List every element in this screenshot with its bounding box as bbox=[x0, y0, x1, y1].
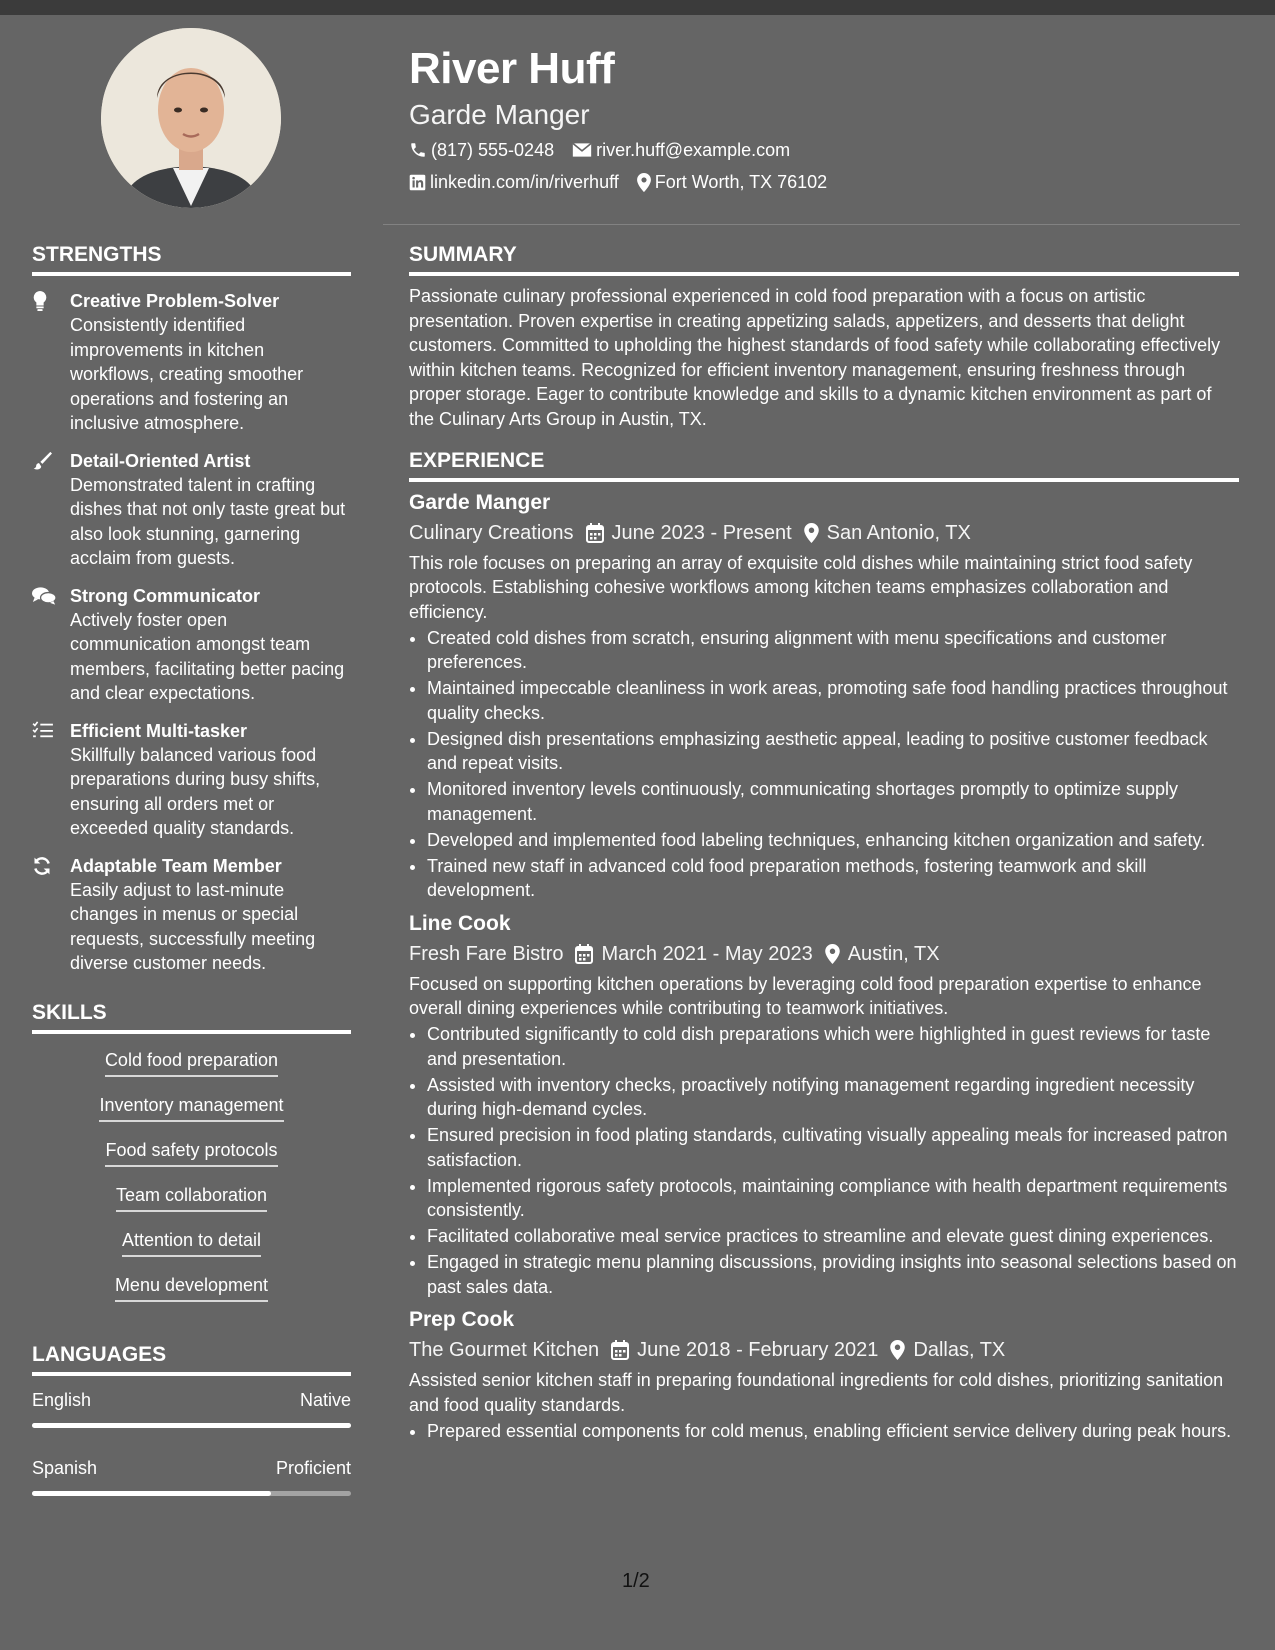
candidate-name: River Huff bbox=[409, 44, 615, 93]
job-bullets bbox=[409, 626, 1239, 903]
linkedin-icon bbox=[409, 174, 426, 191]
phone-icon bbox=[409, 141, 427, 159]
job-bullet: • Maintained impeccable cleanliness in work areas, promoting safe food handling practices throughout quality checks. bbox=[427, 676, 1239, 725]
job-bullet: • Monitored inventory levels continuously, communicating shortages promptly to optimize supply management. bbox=[427, 777, 1239, 826]
paintbrush-icon bbox=[32, 451, 52, 471]
languages-rule bbox=[32, 1372, 351, 1376]
strength-desc: Easily adjust to last-minute changes in menus or special requests, successfully meeting diverse customer needs. bbox=[70, 879, 316, 973]
strength-item bbox=[32, 289, 351, 436]
job-title: Garde Manger bbox=[409, 99, 590, 130]
job-bullet: • Prepared essential components for cold menus, enabling efficient service delivery during peak hours. bbox=[427, 1419, 1239, 1444]
phone-contact[interactable] bbox=[409, 134, 554, 166]
job-bullet: • Implemented rigorous safety protocols, maintaining compliance with health department requirements consistently. bbox=[427, 1174, 1239, 1223]
header bbox=[409, 40, 1239, 198]
refresh-icon bbox=[32, 856, 52, 876]
languages-heading: LANGUAGES bbox=[32, 1342, 167, 1366]
skill-item: Inventory management bbox=[99, 1093, 283, 1122]
strength-title: Strong Communicator bbox=[70, 585, 261, 606]
skills-heading: SKILLS bbox=[32, 1000, 107, 1024]
jobs-list bbox=[409, 488, 1239, 1444]
lightbulb-icon bbox=[32, 291, 48, 311]
map-pin-icon bbox=[804, 523, 819, 543]
skill-item: Food safety protocols bbox=[105, 1138, 277, 1167]
job-location: Austin, TX bbox=[847, 942, 940, 965]
map-pin-icon bbox=[637, 173, 651, 192]
job-dates: June 2023 - Present bbox=[611, 521, 792, 544]
job-location: San Antonio, TX bbox=[826, 521, 971, 544]
calendar-icon bbox=[575, 944, 593, 964]
job-meta bbox=[409, 1335, 1239, 1365]
job-position: Line Cook bbox=[409, 911, 511, 935]
linkedin-text: linkedin.com/in/riverhuff bbox=[430, 172, 619, 192]
calendar-icon bbox=[611, 1340, 629, 1360]
strength-title: Detail-Oriented Artist bbox=[70, 450, 251, 471]
map-pin-icon bbox=[890, 1340, 905, 1360]
summary-heading: SUMMARY bbox=[409, 243, 517, 266]
job-bullet: • Facilitated collaborative meal service practices to streamline and elevate guest dining experiences. bbox=[427, 1224, 1239, 1249]
task-list-icon bbox=[32, 721, 54, 739]
job-company: The Gourmet Kitchen bbox=[409, 1339, 600, 1362]
job-company: Fresh Fare Bistro bbox=[409, 942, 564, 965]
job-bullet: • Engaged in strategic menu planning discussions, providing insights into seasonal selections based on past sales data. bbox=[427, 1250, 1239, 1299]
summary-text: Passionate culinary professional experienced in cold food preparation with a focus on artistic presentation. Proven expertise in creating appetizing salads, appetizers, and desserts that delight customers. Committed to upholding the highest standards of food safety while collaborating effectively within kitchen teams. Recognized for efficient inventory management, ensuring freshness through proper storage. Eager to contribute knowledge and skills to a dynamic kitchen environment as part of the Culinary Arts Group in Austin, TX. bbox=[409, 286, 1221, 429]
skill-item: Team collaboration bbox=[116, 1183, 267, 1212]
skill-item: Attention to detail bbox=[122, 1228, 261, 1257]
strength-title: Adaptable Team Member bbox=[70, 855, 282, 876]
language-item bbox=[32, 1456, 351, 1496]
skill-item: Cold food preparation bbox=[105, 1048, 278, 1077]
language-name: Spanish bbox=[32, 1457, 98, 1478]
language-bar-fill bbox=[32, 1491, 271, 1496]
job-dates: June 2018 - February 2021 bbox=[637, 1339, 879, 1362]
job-description: Assisted senior kitchen staff in preparing foundational ingredients for cold dishes, prioritizing sanitation and food quality standards. bbox=[409, 1370, 1224, 1415]
email-text: river.huff@example.com bbox=[596, 140, 791, 160]
job-description: This role focuses on preparing an array of exquisite cold dishes while maintaining strict food safety protocols. Establishing cohesive workflows among kitchen teams emphasizes collaboration and efficiency. bbox=[409, 552, 1193, 622]
job-bullets bbox=[409, 1022, 1239, 1299]
strength-title: Creative Problem-Solver bbox=[70, 291, 280, 311]
job-position: Garde Manger bbox=[409, 490, 551, 514]
top-bar bbox=[0, 0, 1275, 15]
left-column bbox=[32, 240, 351, 1496]
job-meta bbox=[409, 939, 1239, 969]
experience-heading: EXPERIENCE bbox=[409, 448, 545, 472]
language-bar bbox=[32, 1423, 351, 1428]
linkedin-contact[interactable] bbox=[409, 166, 619, 198]
strength-item bbox=[32, 854, 351, 976]
strength-desc: Skillfully balanced various food preparations during busy shifts, ensuring all orders met or exceeded quality standards. bbox=[70, 744, 321, 838]
job-bullet: • Trained new staff in advanced cold food preparation methods, fostering teamwork and skill development. bbox=[427, 854, 1239, 903]
strength-desc: Consistently identified improvements in kitchen workflows, creating smoother operations and fostering an inclusive atmosphere. bbox=[70, 315, 304, 433]
summary-rule bbox=[409, 272, 1239, 276]
skills-rule bbox=[32, 1030, 351, 1034]
strengths-heading: STRENGTHS bbox=[32, 243, 162, 266]
job-company: Culinary Creations bbox=[409, 521, 574, 544]
job-bullet: • Contributed significantly to cold dish preparations which were highlighted in guest reviews for taste and presentation. bbox=[427, 1022, 1239, 1071]
job-bullet: • Ensured precision in food plating standards, cultivating visually appealing meals for increased patron satisfaction. bbox=[427, 1123, 1239, 1172]
job-meta bbox=[409, 518, 1239, 548]
map-pin-icon bbox=[825, 944, 840, 964]
strength-title: Efficient Multi-tasker bbox=[70, 720, 248, 741]
comments-icon bbox=[32, 586, 56, 606]
language-level: Proficient bbox=[275, 1457, 351, 1478]
job-bullet: • Created cold dishes from scratch, ensuring alignment with menu specifications and customer preferences. bbox=[427, 626, 1239, 675]
language-level: Native bbox=[299, 1389, 351, 1410]
location-contact bbox=[637, 166, 827, 198]
job-bullet: • Developed and implemented food labeling techniques, enhancing kitchen organization and safety. bbox=[427, 828, 1239, 853]
job-dates: March 2021 - May 2023 bbox=[601, 942, 813, 965]
phone-text: (817) 555-0248 bbox=[431, 140, 555, 160]
calendar-icon bbox=[586, 523, 604, 543]
language-bar-fill bbox=[32, 1423, 351, 1428]
job-entry bbox=[409, 488, 1239, 903]
strength-desc: Demonstrated talent in crafting dishes that not only taste great but also look stunning, garnering acclaim from guests. bbox=[70, 474, 346, 568]
strength-item bbox=[32, 719, 351, 841]
strengths-rule bbox=[32, 272, 351, 276]
envelope-icon bbox=[572, 142, 592, 158]
language-bar bbox=[32, 1491, 351, 1496]
job-bullet: • Assisted with inventory checks, proactively notifying management regarding ingredient necessity during high-demand cycles. bbox=[427, 1073, 1239, 1122]
profile-photo bbox=[101, 28, 281, 208]
job-bullet: • Designed dish presentations emphasizing aesthetic appeal, leading to positive customer feedback and repeat visits. bbox=[427, 727, 1239, 776]
header-divider bbox=[383, 224, 1240, 225]
location-text: Fort Worth, TX 76102 bbox=[654, 172, 828, 192]
strength-desc: Actively foster open communication amongst team members, facilitating better pacing and clear expectations. bbox=[70, 609, 345, 703]
page-number: 1/2 bbox=[622, 1570, 650, 1592]
job-description: Focused on supporting kitchen operations by leveraging cold food preparation expertise to enhance overall dining experiences while contributing to teamwork initiatives. bbox=[409, 973, 1202, 1019]
strength-item bbox=[32, 584, 351, 706]
job-location: Dallas, TX bbox=[913, 1339, 1006, 1362]
contact-row-1 bbox=[409, 134, 1239, 166]
strength-item bbox=[32, 449, 351, 571]
skills-list bbox=[32, 1048, 351, 1318]
contact-row-2 bbox=[409, 166, 1239, 198]
language-item bbox=[32, 1388, 351, 1428]
job-bullets bbox=[409, 1419, 1239, 1444]
skill-item: Menu development bbox=[115, 1273, 268, 1302]
job-entry bbox=[409, 909, 1239, 1300]
language-name: English bbox=[32, 1389, 92, 1410]
job-entry bbox=[409, 1305, 1239, 1443]
right-column bbox=[409, 240, 1239, 1443]
job-position: Prep Cook bbox=[409, 1308, 515, 1332]
email-contact[interactable] bbox=[572, 134, 790, 166]
portrait-photo-icon bbox=[101, 28, 281, 208]
experience-rule bbox=[409, 478, 1239, 482]
